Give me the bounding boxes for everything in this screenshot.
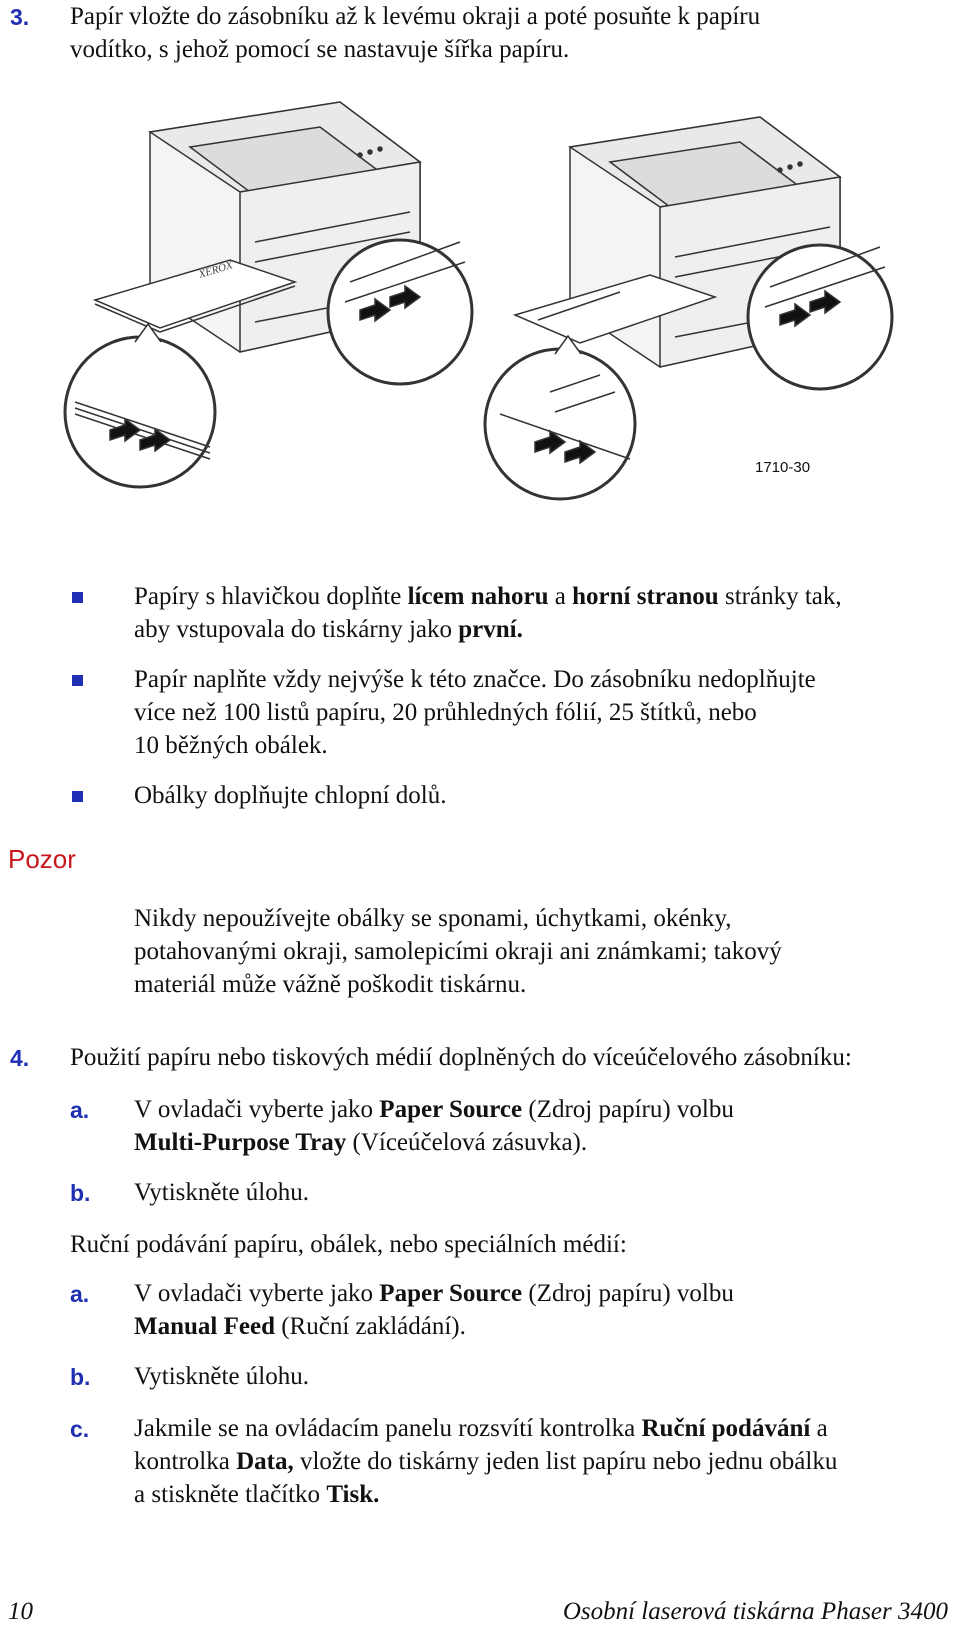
paper-brand-label: XEROX [197,259,235,281]
right-zoom-circle-top [748,245,892,389]
caution-label: Pozor [8,844,76,874]
bullet-1-part: Papíry s hlavičkou doplňte [134,583,408,610]
bullet-3-text [134,779,954,812]
bullet-3-line: Obálky doplňujte chlopní dolů. [134,782,447,809]
manual-b-text: Vytiskněte úlohu. [134,1363,309,1390]
bullet-2-line: více než 100 listů papíru, 20 průhledných fólií, 25 štítků, nebo [134,699,757,726]
manual-c-part: vložte do tiskárny jeden list papíru nebo jednu obálku [293,1448,838,1475]
manual-c-label: c. [70,1416,90,1442]
step-4-number: 4. [10,1045,30,1071]
page-number: 10 [8,1598,33,1625]
manual-c-part: a stiskněte tlačítko [134,1481,327,1508]
caution-line: potahovanými okraji, samolepicími okraji ani známkami; takový [134,938,782,965]
step-4a-part: (Zdroj papíru) volbu [522,1096,734,1123]
step-4b-text: Vytiskněte úlohu. [134,1179,309,1206]
manual-c-bold: Tisk. [326,1481,380,1508]
manual-b-label: b. [70,1364,91,1390]
step-3-number: 3. [10,4,30,30]
manual-c-bold: Ruční podávání [641,1415,811,1442]
bullet-1-bold: lícem nahoru [407,583,549,610]
manual-a-part: V ovladači vyberte jako [134,1280,380,1307]
caution-text [134,902,954,1001]
manual-a-part: (Ruční zakládání). [274,1313,466,1340]
step-3-line-1: Papír vložte do zásobníku až k levému okraji a poté posuňte k papíru [70,3,761,30]
step-4a-bold: Multi-Purpose Tray [134,1129,347,1156]
bullet-1-bold: horní stranou [572,583,719,610]
step-4b-label: b. [70,1180,91,1206]
bullet-2-text [134,663,954,762]
manual-c-part: a [810,1415,828,1442]
bullet-1-part: aby vstupovala do tiskárny jako [134,616,459,643]
step-3-line-2: vodítko, s jehož pomocí se nastavuje šířka papíru. [70,36,570,63]
bullet-marker-2 [72,675,83,686]
bullet-1-bold: první. [458,616,523,643]
manual-c-text [134,1412,954,1511]
manual-a-label: a. [70,1281,90,1307]
caution-line: Nikdy nepoužívejte obálky se sponami, úchytkami, okénky, [134,905,732,932]
bullet-2-line: Papír naplňte vždy nejvýše k této značce. Do zásobníku nedoplňujte [134,666,816,693]
manual-a-bold: Paper Source [379,1280,523,1307]
manual-a-bold: Manual Feed [134,1313,275,1340]
bullet-marker-3 [72,791,83,802]
bullet-1-text [134,580,954,646]
right-zoom-circle-bottom [485,349,635,499]
manual-a-part: (Zdroj papíru) volbu [522,1280,734,1307]
step-4a-part: V ovladači vyberte jako [134,1096,380,1123]
footer-title: Osobní laserová tiskárna Phaser 3400 [562,1598,948,1625]
step-4a-text [134,1093,954,1159]
manual-a-text [134,1277,954,1343]
bullet-1-part: a [548,583,573,610]
bullet-marker-1 [72,592,83,603]
manual-c-part: Jakmile se na ovládacím panelu rozsvítí kontrolka [134,1415,642,1442]
step-3-text [70,0,950,66]
printer-loading-figure [60,92,940,532]
bullet-1-part: stránky tak, [718,583,842,610]
manual-feed-title: Ruční podávání papíru, obálek, nebo speciálních médií: [70,1231,627,1258]
caution-line: materiál může vážně poškodit tiskárnu. [134,971,527,998]
step-4a-bold: Paper Source [379,1096,523,1123]
bullet-2-line: 10 běžných obálek. [134,732,328,759]
step-4-title: Použití papíru nebo tiskových médií doplněných do víceúčelového zásobníku: [70,1044,852,1071]
left-zoom-circle-top [328,240,472,384]
manual-c-part: kontrolka [134,1448,237,1475]
step-4a-part: (Víceúčelová zásuvka). [346,1129,588,1156]
manual-c-bold: Data, [236,1448,294,1475]
step-4a-label: a. [70,1097,90,1123]
figure-code: 1710-30 [755,459,811,476]
